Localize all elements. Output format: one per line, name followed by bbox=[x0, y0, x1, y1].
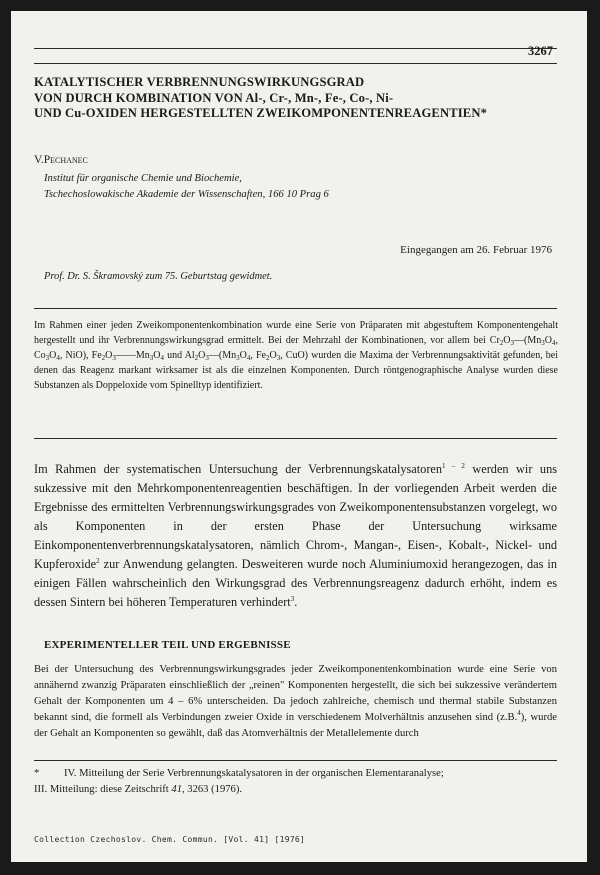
abstract-rule-bottom bbox=[34, 438, 557, 439]
dedication: Prof. Dr. S. Škramovský zum 75. Geburtstag gewidmet. bbox=[44, 271, 273, 282]
author-name: V.Pechanec bbox=[34, 154, 88, 166]
header-rule bbox=[34, 48, 557, 49]
abstract-rule-top bbox=[34, 308, 557, 309]
journal-footer: Collection Czechoslov. Chem. Commun. [Vol. 41] [1976] bbox=[34, 835, 306, 844]
title-line: VON DURCH KOMBINATION VON Al-, Cr-, Mn-, Fe-, Co-, Ni- bbox=[34, 90, 394, 105]
title-line: KATALYTISCHER VERBRENNUNGSWIRKUNGSGRAD bbox=[34, 75, 365, 89]
section-heading: EXPERIMENTELLER TEIL UND ERGEBNISSE bbox=[44, 639, 291, 651]
footnote-mark: * bbox=[34, 768, 40, 779]
abstract: Im Rahmen einer jeden Zweikomponentenkombination wurde eine Serie von Präparaten mit abgestuftem Komponentengehalt hergestellt und ihr Verbrennungswirkungsgrad ermittelt. Bei der Mehrzahl der Kombinationen, vor allem bei $Cr_2O_3—(Mn_3O_4$, $Co_3O_4$, NiO), $Fe_2O_3——Mn_3O_4$ und $Al_2O_3—(Mn_3O_4$, $Fe_2O_3$, CuO) wurden die Maxima der Verbrennungsaktivität gefunden, bei denen das Reagenz markant wirksamer ist als die einzelnen Komponenten. Durch röntgenographische Analyse wurden diese Substanzen als Doppeloxide vom Spinelltyp identifiziert. bbox=[34, 320, 559, 392]
header-rule-lower bbox=[34, 63, 557, 64]
footnote-rule bbox=[34, 760, 557, 761]
article-title bbox=[34, 75, 564, 122]
experimental-paragraph: Bei der Untersuchung des Verbrennungswirkungsgrades jeder Zweikomponentenkombination wurde eine Serie von annähernd zwanzig Präparaten einschließlich der „reinen" Komponenten hergestellt, die sich bei sukzessive verändertem Gehalt der Komponenten um 4 – 6% unterscheiden. Da jedoch zahlreiche, chemisch und thermal stabile Substanzen bekannt sind, die formell als Verbindungen zweier Oxide in verschiedenem Molverhältnis anzusehen sind (z.B.$^4$), wurde der Gehalt an Komponenten so gewählt, daß das Atomverhältnis der Metallelemente durch bbox=[34, 664, 557, 740]
introduction-paragraph: Im Rahmen der systematischen Untersuchung der Verbrennungskatalysatoren$^{1 - 2}$ werden wir uns sukzessive mit den Mehrkomponentenreagentien beschäftigen. In der vorliegenden Arbeit werden die Ergebnisse des ermittelten Verbrennungswirkungsgrades von Zweikomponentensubstanzen vorgelegt, wo als Komponenten in der ersten Phase der Untersuchung wirksame Einkomponentenverbrennungskatalysatoren, nämlich Chrom-, Mangan-, Eisen-, Kobalt-, Nickel- und Kupferoxide$^2$ zur Anwendung gelangten. Desweiteren wurde noch Aluminiumoxid herangezogen, das in einigen Fällen wahrscheinlich den Wirkungsgrad des Verbrennungsreagenz dadurch erhöht, indem es dessen Sintern bei höheren Temperaturen verhindert$^3$. bbox=[34, 462, 558, 609]
volume-number: 41 bbox=[171, 783, 182, 795]
journal-page bbox=[11, 11, 587, 862]
page-number: 3267 bbox=[528, 44, 553, 58]
received-date: Eingegangen am 26. Februar 1976 bbox=[400, 244, 552, 256]
affiliation-line: Tschechoslowakische Akademie der Wissenschaften, 166 10 Prag 6 bbox=[44, 189, 329, 200]
title-line: UND Cu-OXIDEN HERGESTELLTEN ZWEIKOMPONENTENREAGENTIEN* bbox=[34, 106, 488, 120]
affiliation-line: Institut für organische Chemie und Biochemie, bbox=[44, 173, 242, 184]
affiliation bbox=[44, 171, 544, 203]
footnote-line: IV. Mitteilung der Serie Verbrennungskatalysatoren in der organischen Elementaranalyse; bbox=[64, 768, 444, 779]
footnote: * IV. Mitteilung der Serie Verbrennungskatalysatoren in der organischen Elementaranalyse; III. Mitteilung: diese Zeitschrift 41, 3263 (1976). bbox=[34, 768, 444, 795]
